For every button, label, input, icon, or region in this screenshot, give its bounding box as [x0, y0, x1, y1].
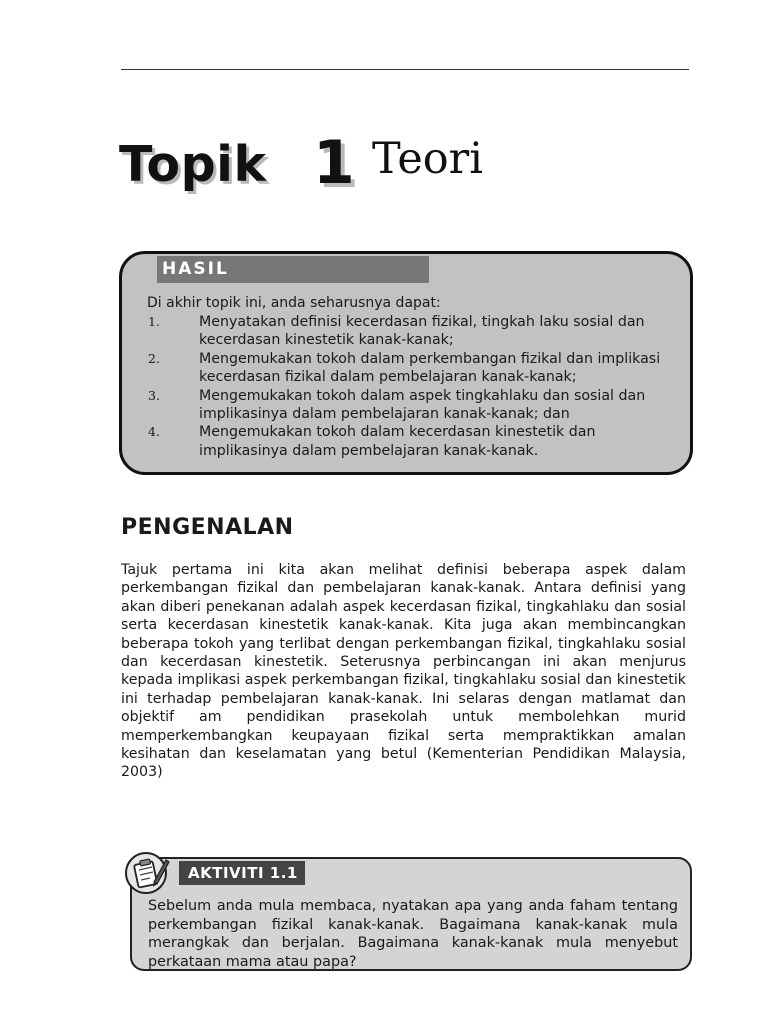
- list-item-text: Menyatakan definisi kecerdasan fizikal, tingkah laku sosial dan kecerdasan kinestetik kanak-kanak;: [199, 314, 645, 349]
- topic-title: Teori: [372, 134, 483, 184]
- list-item: [147, 423, 667, 460]
- list-item-text: Mengemukakan tokoh dalam perkembangan fizikal dan implikasi kecerdasan fizikal dalam pembelajaran kanak-kanak;: [199, 350, 661, 386]
- activity-label: AKTIVITI 1.1: [179, 861, 305, 885]
- list-item: [147, 387, 667, 424]
- list-item-text: Mengemukakan tokoh dalam aspek tingkahlaku dan sosial dan implikasinya dalam pembelajaran kanak-kanak; dan: [199, 387, 646, 423]
- learning-outcomes-box: [119, 251, 693, 475]
- section-heading: PENGENALAN: [121, 515, 294, 540]
- activity-text: Sebelum anda mula membaca, nyatakan apa yang anda faham tentang perkembangan fizikal kanak-kanak. Bagaimana kanak-kanak mula merangkak dan berjalan. Bagaimana kanak-kanak mula menyebut perkataan mama atau papa?: [148, 898, 678, 970]
- list-item: [147, 313, 667, 350]
- intro-paragraph: Tajuk pertama ini kita akan melihat definisi beberapa aspek dalam perkembangan fizikal dan pembelajaran kanak-kanak. Antara definisi yang akan diberi penekanan adalah aspek kecerdasan fizikal, tingkahlaku dan sosial serta kecerdasan kinestetik kanak-kanak. Kita juga akan membincangkan beberapa tokoh yang terlibat dengan perkembangan fizikal, tingkahlaku sosial dan kecerdasan kinestetik. Seterusnya perbincangan ini akan menjurus kepada implikasi aspek perkembangan fizikal, tingkahlaku sosial dan kinestetik ini terhadap pembelajaran kanak-kanak. Ini selaras dengan matlamat dan objektif am pendidikan prasekolah untuk membolehkan murid memperkembangkan keupayaan fizikal serta mempraktikkan amalan kesihatan dan keselamatan yang betul (Kementerian Pendidikan Malaysia, 2003): [121, 562, 686, 781]
- list-item: [147, 350, 667, 387]
- header-rule: [121, 69, 689, 70]
- learning-outcomes-list: [147, 313, 667, 460]
- topic-number: 1: [313, 128, 355, 198]
- list-item-number: 2.: [148, 350, 160, 366]
- list-item-number: 1.: [148, 314, 160, 329]
- list-item-number: 3.: [148, 387, 160, 403]
- activity-box: [130, 857, 692, 971]
- topic-word: Topik: [119, 136, 267, 193]
- learning-outcomes-intro: Di akhir topik ini, anda seharusnya dapat:: [147, 295, 441, 311]
- clipboard-icon: [124, 848, 172, 896]
- list-item-number: 4.: [148, 424, 160, 440]
- learning-outcomes-label: HASIL: [157, 256, 429, 283]
- list-item-text: Mengemukakan tokoh dalam kecerdasan kinestetik dan implikasinya dalam pembelajaran kanak-kanak.: [199, 424, 596, 459]
